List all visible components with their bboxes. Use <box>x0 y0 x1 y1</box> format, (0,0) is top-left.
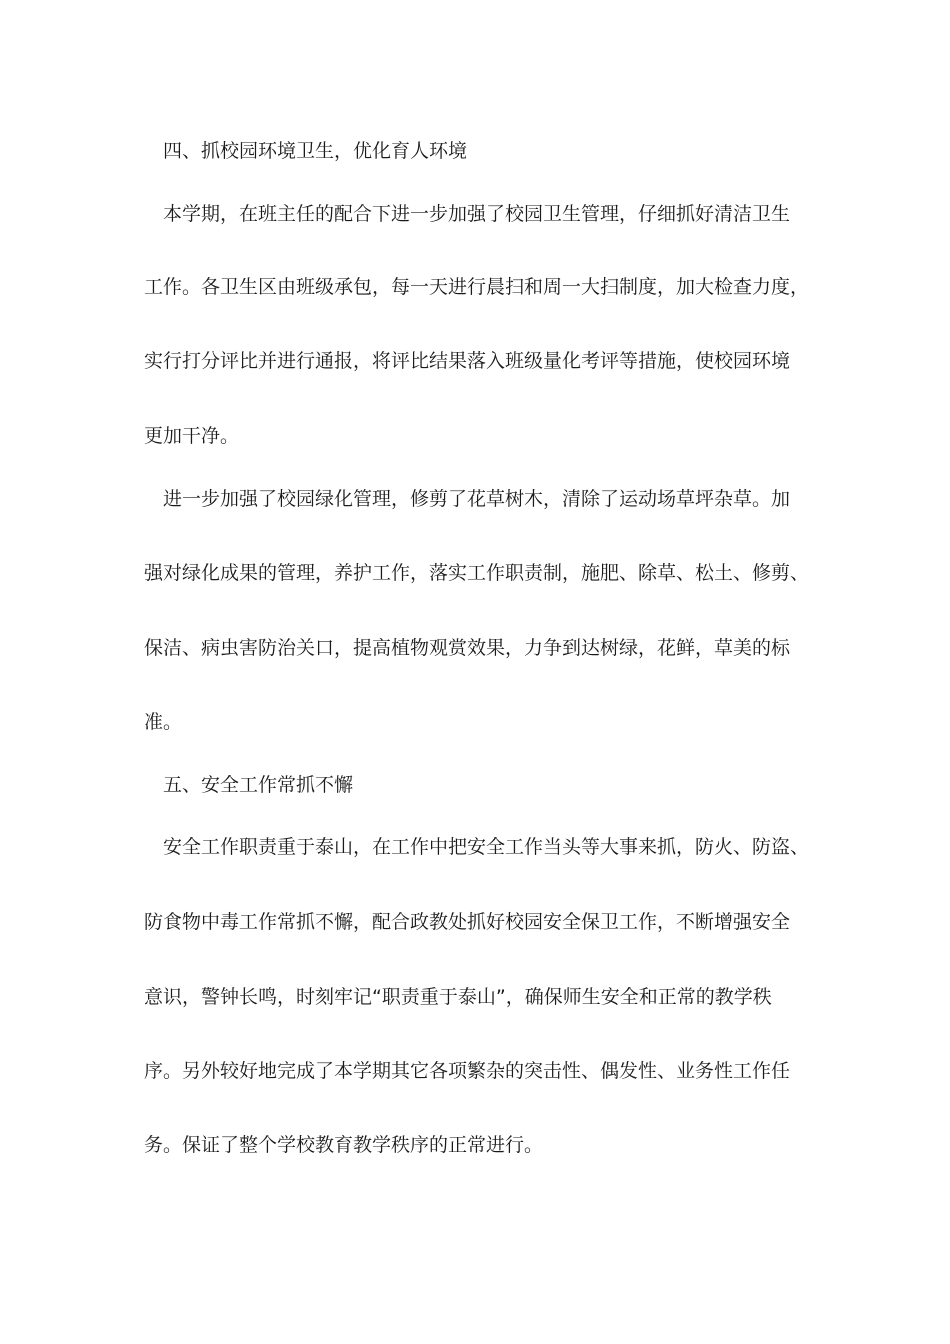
paragraph-line: 准。 <box>144 711 183 733</box>
paragraph-line: 更加干净。 <box>144 425 240 447</box>
paragraph-line: 进一步加强了校园绿化管理，修剪了花草树木，清除了运动场草坪杂草。加 <box>163 488 791 510</box>
paragraph-line: 安全工作职责重于泰山，在工作中把安全工作当头等大事来抓，防火、防盗、 <box>163 836 810 858</box>
paragraph-line: 工作。各卫生区由班级承包，每一天进行晨扫和周一大扫制度，加大检查力度， <box>144 276 810 298</box>
paragraph-line: 意识，警钟长鸣，时刻牢记“职责重于泰山”，确保师生安全和正常的教学秩 <box>144 986 772 1008</box>
paragraph-line: 序。另外较好地完成了本学期其它各项繁杂的突击性、偶发性、业务性工作任 <box>144 1060 791 1082</box>
paragraph-line: 保洁、病虫害防治关口，提高植物观赏效果，力争到达树绿，花鲜，草美的标 <box>144 637 791 659</box>
paragraph-line: 本学期，在班主任的配合下进一步加强了校园卫生管理，仔细抓好清洁卫生 <box>163 203 791 225</box>
paragraph-line: 务。保证了整个学校教育教学秩序的正常进行。 <box>144 1134 544 1156</box>
section-heading-5: 五、安全工作常抓不懈 <box>163 774 354 796</box>
paragraph-line: 实行打分评比并进行通报，将评比结果落入班级量化考评等措施，使校园环境 <box>144 350 791 372</box>
paragraph-line: 防食物中毒工作常抓不懈，配合政教处抓好校园安全保卫工作，不断增强安全 <box>144 911 791 933</box>
section-heading-4: 四、抓校园环境卫生，优化育人环境 <box>163 140 468 162</box>
paragraph-line: 强对绿化成果的管理，养护工作，落实工作职责制，施肥、除草、松土、修剪、 <box>144 562 810 584</box>
